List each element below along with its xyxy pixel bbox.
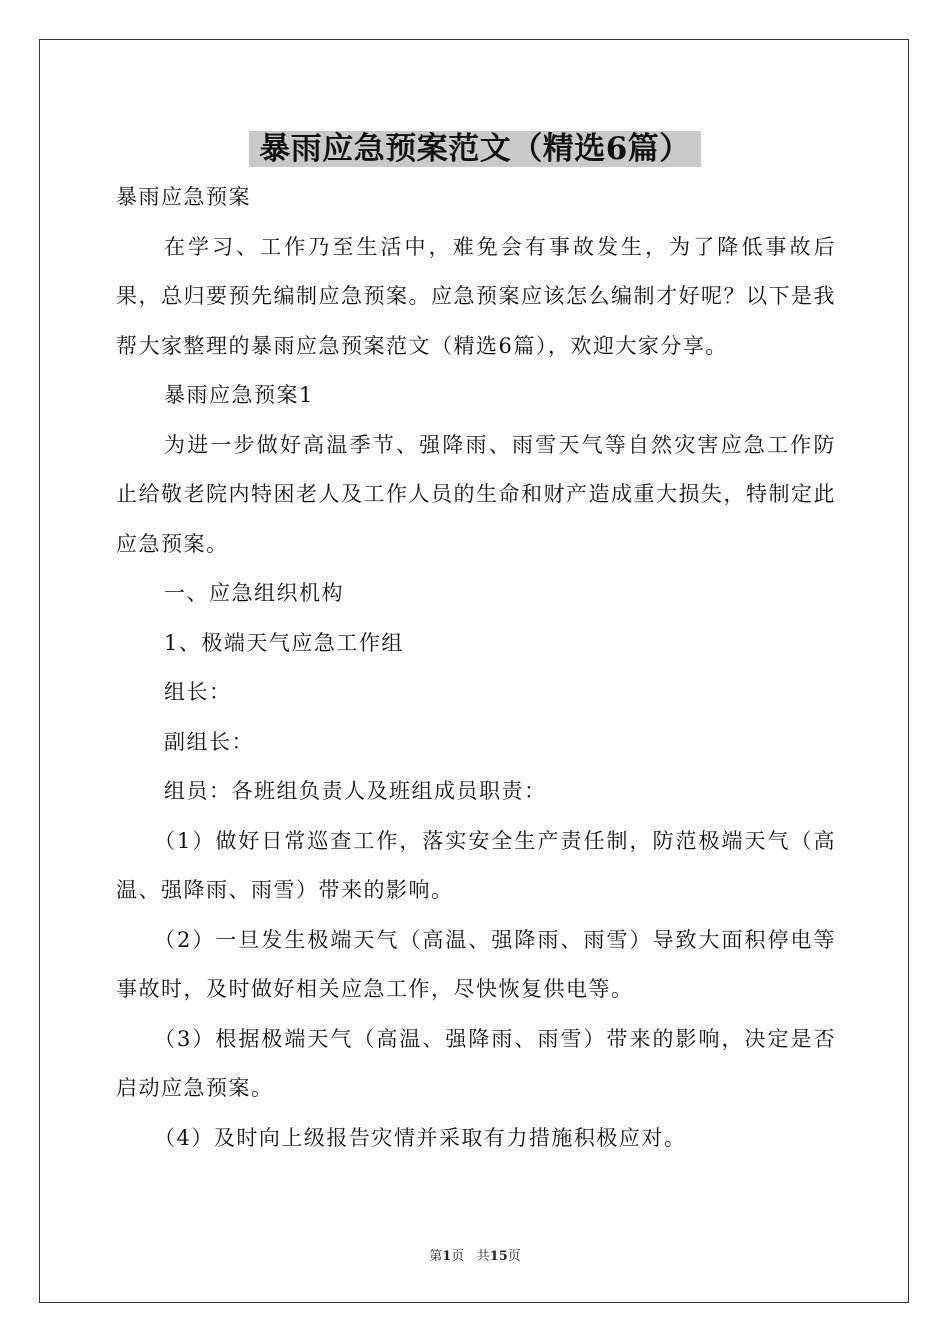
list-item: （4）及时向上级报告灾情并采取有力措施积极应对。 — [154, 1125, 687, 1150]
footer-page-number: 1 — [442, 1249, 452, 1264]
intro-paragraph: 在学习、工作乃至生活中，难免会有事故发生，为了降低事故后果，总归要预先编制应急预案。应急预案应该怎么编制才好呢？以下是我帮大家整理的暴雨应急预案范文（精选6篇），欢迎大家分享。 — [116, 234, 836, 358]
list-item: 1、极端天气应急工作组 — [164, 630, 404, 655]
page-footer — [0, 1245, 950, 1264]
section-heading: 暴雨应急预案 — [116, 185, 251, 209]
subsection-heading: 暴雨应急预案1 — [164, 383, 314, 407]
list-item: （2）一旦发生极端天气（高温、强降雨、雨雪）导致大面积停电等事故时，及时做好相关应急工作，尽快恢复供电等。 — [116, 927, 836, 1001]
document-title-text: 暴雨应急预案范文（精选6篇） — [249, 131, 701, 167]
document-body — [116, 173, 836, 1163]
footer-total-suffix: 页 — [507, 1249, 521, 1264]
list-item: 组员：各班组负责人及班组成员职责： — [164, 779, 547, 803]
list-item: 组长： — [164, 680, 232, 704]
document-title — [0, 127, 950, 171]
footer-total-pages: 15 — [489, 1249, 508, 1264]
list-heading: 一、应急组织机构 — [164, 581, 344, 605]
list-item: （3）根据极端天气（高温、强降雨、雨雪）带来的影响，决定是否启动应急预案。 — [116, 1026, 836, 1100]
body-paragraph: 为进一步做好高温季节、强降雨、雨雪天气等自然灾害应急工作防止给敬老院内特困老人及工作人员的生命和财产造成重大损失，特制定此应急预案。 — [116, 432, 836, 556]
footer-page-suffix: 页 — [451, 1249, 465, 1264]
footer-prefix: 第 — [429, 1249, 443, 1264]
list-item: （1）做好日常巡查工作，落实安全生产责任制，防范极端天气（高温、强降雨、雨雪）带来的影响。 — [116, 828, 836, 902]
list-item: 副组长： — [164, 729, 254, 754]
footer-total-prefix: 共 — [476, 1249, 490, 1264]
